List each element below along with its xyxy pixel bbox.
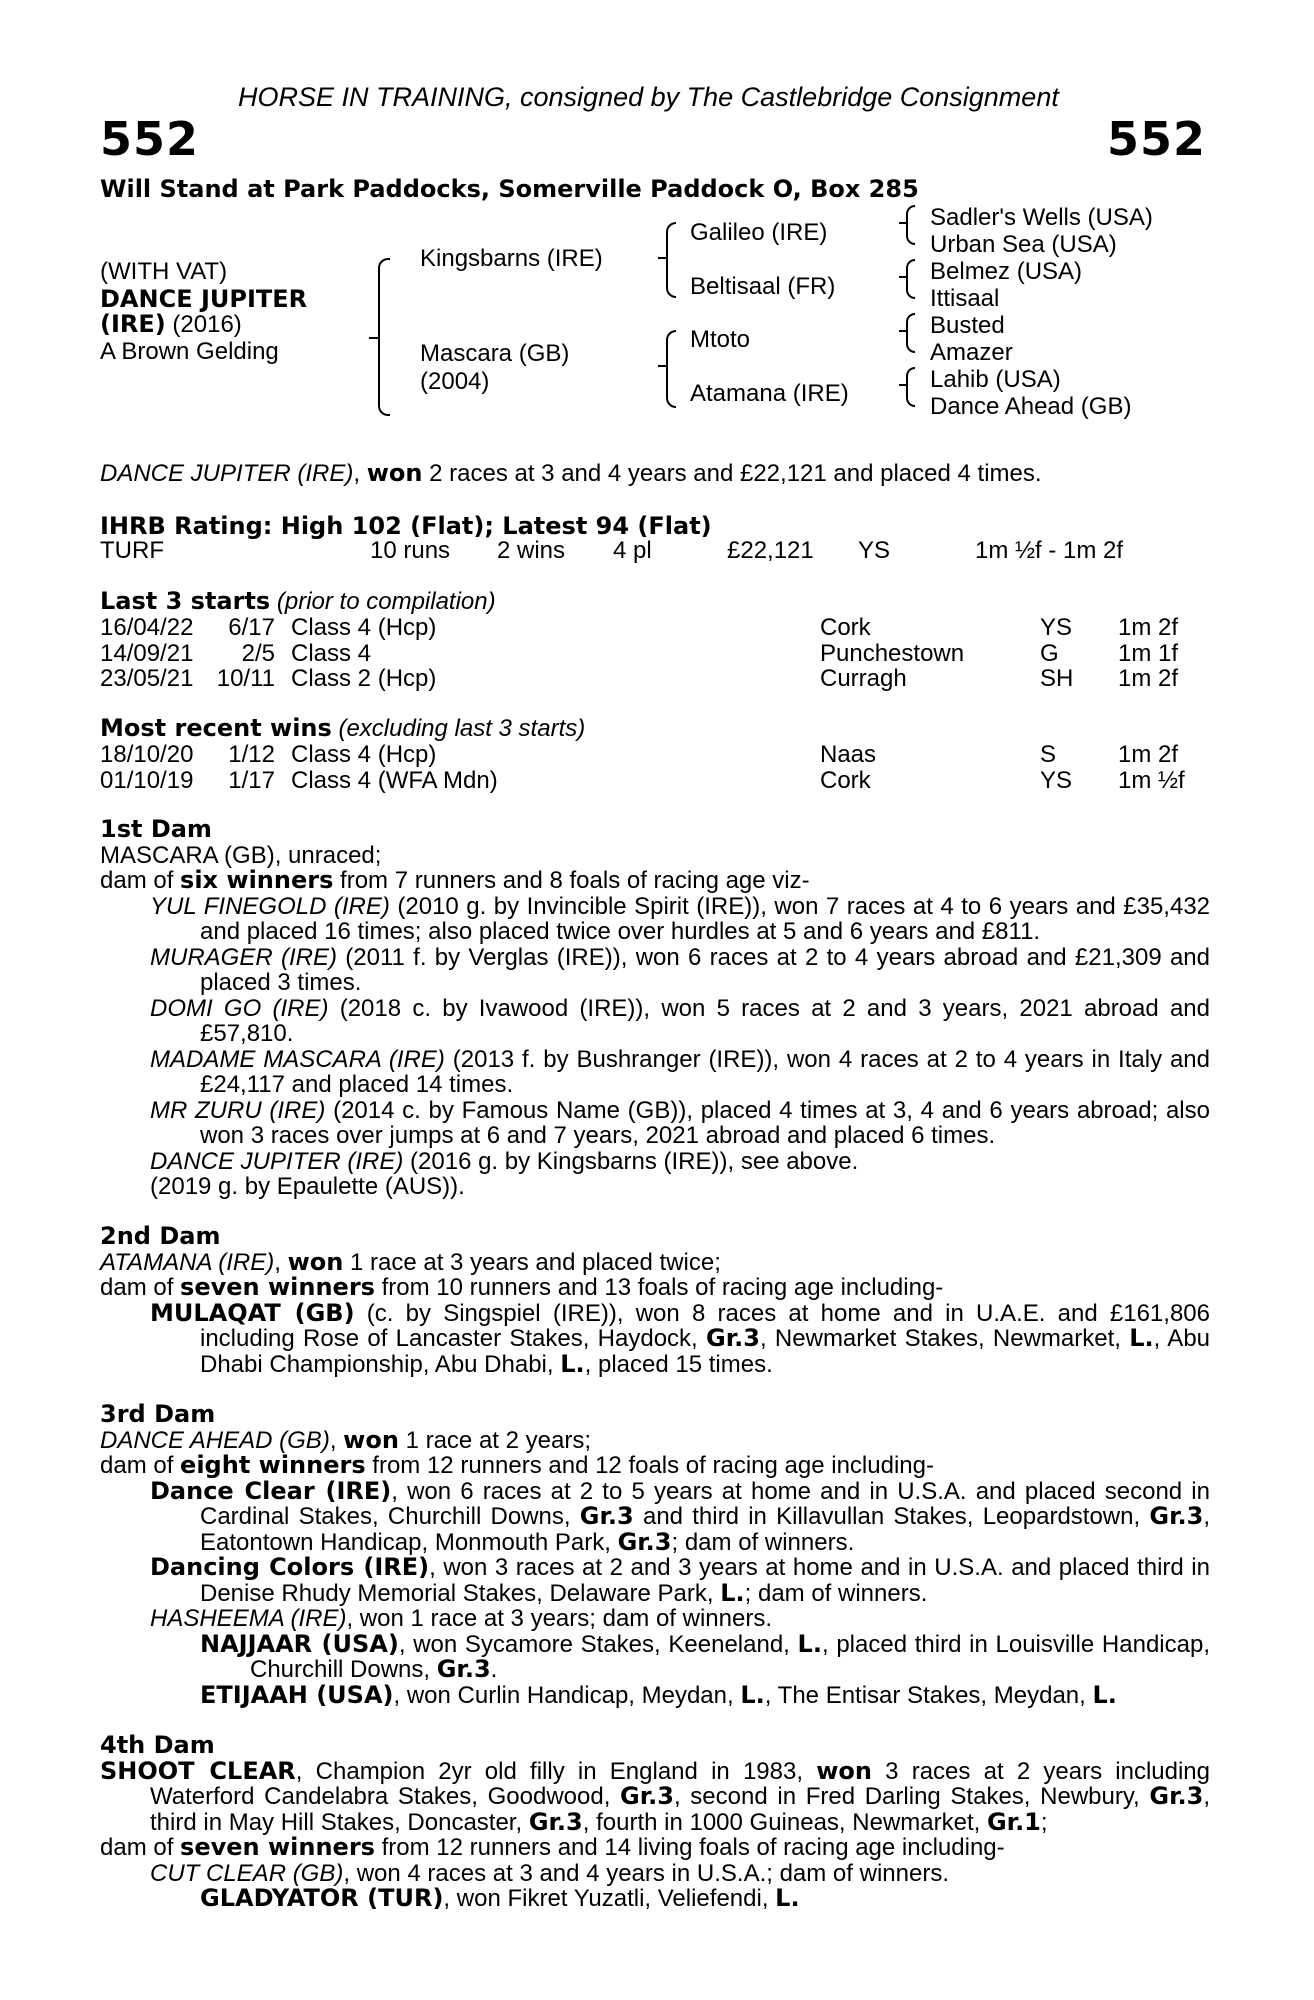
fourth-dam-record: SHOOT CLEAR, Champion 2yr old filly in England in 1983, won 3 races at 2 years including Waterford Candelabra Stakes, Goodwood, Gr.3, second in Fred Darling Stakes, Newbury, Gr.3, third in May Hill Stakes, Doncaster, Gr.3, fourth in 1000 Guineas, Newmarket, Gr.1; [100,1756,1211,1836]
last3-date: 16/04/22 [100,614,194,641]
produce-entry: NAJJAAR (USA), won Sycamore Stakes, Keeneland, L., placed third in Louisville Handicap, Churchill Downs, Gr.3. [200,1629,1210,1683]
first-dam-section [100,817,1210,1200]
brace-g3-2-bottom [906,277,915,299]
recent-going: YS [1040,766,1073,794]
pedigree-dam-dam: Atamana (IRE) [690,380,849,407]
produce-entry: ETIJAAH (USA), won Curlin Handicap, Meydan, L., The Entisar Stakes, Meydan, L. [200,1680,1117,1709]
pedigree-sire: Kingsbarns (IRE) [420,245,603,272]
second-dam-line2: dam of seven winners from 10 runners and 13 foals of racing age including- [100,1273,944,1301]
recent-date: 18/10/20 [100,741,194,768]
recent-course: Naas [820,741,877,768]
pedigree-sire-sire: Galileo (IRE) [690,219,828,246]
last3-dist: 1m 1f [1118,639,1179,667]
pedigree-g3-5: Busted [930,312,1005,339]
foal-entry: MADAME MASCARA (IRE) (2013 f. by Bushranger (IRE)), won 4 races at 2 to 4 years in Italy and £24,117 and placed 14 times. [150,1045,1210,1098]
last3-pos: 2/5 [241,639,275,667]
last3-pos: 6/17 [228,614,275,641]
recent-course: Cork [820,766,871,794]
last3-cls: Class 2 (Hcp) [291,665,437,692]
last3-cls: Class 4 [291,639,372,667]
brace-sire-parents-top [666,222,676,260]
pedigree-g3-4: Ittisaal [930,285,1000,312]
brace-g3-1-point [899,222,907,224]
pedigree-g3-1: Sadler's Wells (USA) [930,204,1153,231]
rating-title: IHRB Rating: High 102 (Flat); Latest 94 (Flat) [100,512,712,540]
last3-heading: Last 3 starts (prior to compilation) [100,587,496,615]
last3-course: Cork [820,614,871,641]
last3-pos: 10/11 [216,665,275,692]
recent-going: S [1040,741,1057,768]
pedigree-g3-7: Lahib (USA) [930,366,1061,393]
last3-date: 23/05/21 [100,665,194,692]
brace-dam-parents-point [658,365,667,367]
brace-g3-3-bottom [906,331,915,353]
brace-g3-4-point [899,384,907,386]
first-dam-heading: 1st Dam [100,815,212,843]
rating-surface: TURF [100,537,164,564]
lot-number-right: 552 [1106,112,1206,166]
fourth-dam-section [100,1733,1210,1912]
pedigree-sire-dam: Beltisaal (FR) [690,273,836,300]
brace-sire-dam-point [369,337,379,339]
last3-course: Punchestown [820,639,965,667]
second-dam-section [100,1224,1210,1377]
page-header-title: HORSE IN TRAINING, consigned by The Castlebridge Consignment [238,82,1059,112]
brace-g3-1-bottom [906,223,915,245]
third-dam-line2: dam of eight winners from 12 runners and 12 foals of racing age including- [100,1451,934,1479]
pedigree-g3-2: Urban Sea (USA) [930,231,1117,258]
pedigree-dam-sire: Mtoto [690,326,751,353]
rating-going: YS [858,537,891,564]
second-dam-heading: 2nd Dam [100,1222,221,1250]
third-dam-section [100,1402,1210,1708]
fourth-dam-line2: dam of seven winners from 12 runners and 14 living foals of racing age including- [100,1833,1005,1861]
rating-runs: 10 runs [370,537,451,564]
rating-earnings: £22,121 [727,537,814,564]
recent-pos: 1/12 [228,741,275,768]
pedigree-g3-3: Belmez (USA) [930,258,1083,285]
recent-heading: Most recent wins (excluding last 3 starts) [100,714,586,742]
second-dam-line1: ATAMANA (IRE), won 1 race at 3 years and placed twice; [100,1247,721,1276]
foal-entry: YUL FINEGOLD (IRE) (2010 g. by Invincible Spirit (IRE)), won 7 races at 4 to 6 years and £35,432 and placed 16 times; also placed twice over hurdles at 5 and 6 years and £811. [150,892,1211,945]
produce-entry: GLADYATOR (TUR), won Fikret Yuzatli, Veliefendi, L. [200,1884,800,1912]
last3-dist: 1m 2f [1118,614,1179,641]
recent-pos: 1/17 [228,766,275,794]
stand-location: Will Stand at Park Paddocks, Somerville Paddock O, Box 285 [100,175,919,203]
pedigree-dam: Mascara (GB) [420,340,570,367]
pedigree-dam-year: (2004) [420,368,490,395]
last3-date: 14/09/21 [100,639,194,667]
pedigree-g3-8: Dance Ahead (GB) [930,393,1132,420]
foal-entry: (2019 g. by Epaulette (AUS)). [150,1173,465,1200]
horse-origin-line: (IRE) (2016) [100,310,242,338]
produce-entry: Dance Clear (IRE), won 6 races at 2 to 5 years at home and in U.S.A. and placed second in Cardinal Stakes, Churchill Downs, Gr.3 and third in Killavullan Stakes, Leopardstown, Gr.3, Eatontown Handicap, Monmouth Park, Gr.3; dam of winners. [150,1476,1211,1556]
third-dam-line1: DANCE AHEAD (GB), won 1 race at 2 years; [100,1425,591,1454]
first-dam-line1: MASCARA (GB), unraced; [100,841,382,869]
produce-entry: Dancing Colors (IRE), won 3 races at 2 and 3 years at home and in U.S.A. and placed third in Denise Rhudy Memorial Stakes, Delaware Park, L.; dam of winners. [150,1553,1210,1607]
brace-sire-parents-bottom [666,258,676,298]
third-dam-heading: 3rd Dam [100,1400,216,1428]
brace-g3-1-top [906,205,915,225]
foal-entry: MURAGER (IRE) (2011 f. by Verglas (IRE)), won 6 races at 2 to 4 years abroad and £21,309 and placed 3 times. [150,943,1210,996]
recent-cls: Class 4 (Hcp) [291,741,437,768]
horse-name: DANCE JUPITER [100,285,308,313]
produce-entry: HASHEEMA (IRE), won 1 race at 3 years; dam of winners. [150,1605,772,1632]
recent-cls: Class 4 (WFA Mdn) [291,766,498,794]
rating-placed: 4 pl [613,537,652,564]
brace-dam-parents-top [666,330,676,368]
last3-going: YS [1040,614,1073,641]
brace-sire-parents-point [658,257,667,259]
last3-dist: 1m 2f [1118,665,1179,692]
brace-sire-dam-bottom [378,338,390,416]
produce-entry: CUT CLEAR (GB), won 4 races at 3 and 4 years in U.S.A.; dam of winners. [150,1859,949,1887]
produce-entry: MULAQAT (GB) (c. by Singspiel (IRE)), won 8 races at home and in U.A.E. and £161,806 including Rose of Lancaster Stakes, Haydock, Gr.3, Newmarket Stakes, Newmarket, L., Abu Dhabi Championship, Abu Dhabi, L., placed 15 times. [150,1298,1211,1378]
recent-dist: 1m 2f [1118,741,1179,768]
brace-g3-3-point [899,330,907,332]
lot-number-left: 552 [100,112,200,166]
brace-dam-parents-bottom [666,366,676,408]
rating-distance: 1m ½f - 1m 2f [975,537,1124,564]
brace-g3-2-point [899,276,907,278]
rating-wins: 2 wins [497,537,566,564]
horse-description: A Brown Gelding [100,338,279,365]
last3-cls: Class 4 (Hcp) [291,614,437,641]
foal-entry: MR ZURU (IRE) (2014 c. by Famous Name (GB)), placed 4 times at 3, 4 and 6 years abroad; also won 3 races over jumps at 6 and 7 years, 2021 abroad and placed 6 times. [150,1096,1210,1149]
fourth-dam-heading: 4th Dam [100,1731,215,1759]
last3-course: Curragh [820,665,907,692]
last3-going: G [1040,639,1059,667]
foal-entry: DANCE JUPITER (IRE) (2016 g. by Kingsbarns (IRE)), see above. [150,1147,859,1175]
race-summary: DANCE JUPITER (IRE), won 2 races at 3 and 4 years and £22,121 and placed 4 times. [100,459,1042,487]
recent-dist: 1m ½f [1118,766,1185,794]
first-dam-line2: dam of six winners from 7 runners and 8 foals of racing age viz- [100,866,810,894]
brace-sire-dam-top [378,258,390,340]
pedigree-g3-6: Amazer [930,339,1013,366]
last3-going: SH [1040,665,1074,692]
brace-g3-4-top [906,367,915,387]
foal-entry: DOMI GO (IRE) (2018 c. by Ivawood (IRE)), won 5 races at 2 and 3 years, 2021 abroad and £57,810. [150,994,1211,1047]
brace-g3-3-top [906,313,915,333]
vat-note: (WITH VAT) [100,258,228,285]
brace-g3-4-bottom [906,385,915,407]
recent-date: 01/10/19 [100,766,194,794]
brace-g3-2-top [906,259,915,279]
